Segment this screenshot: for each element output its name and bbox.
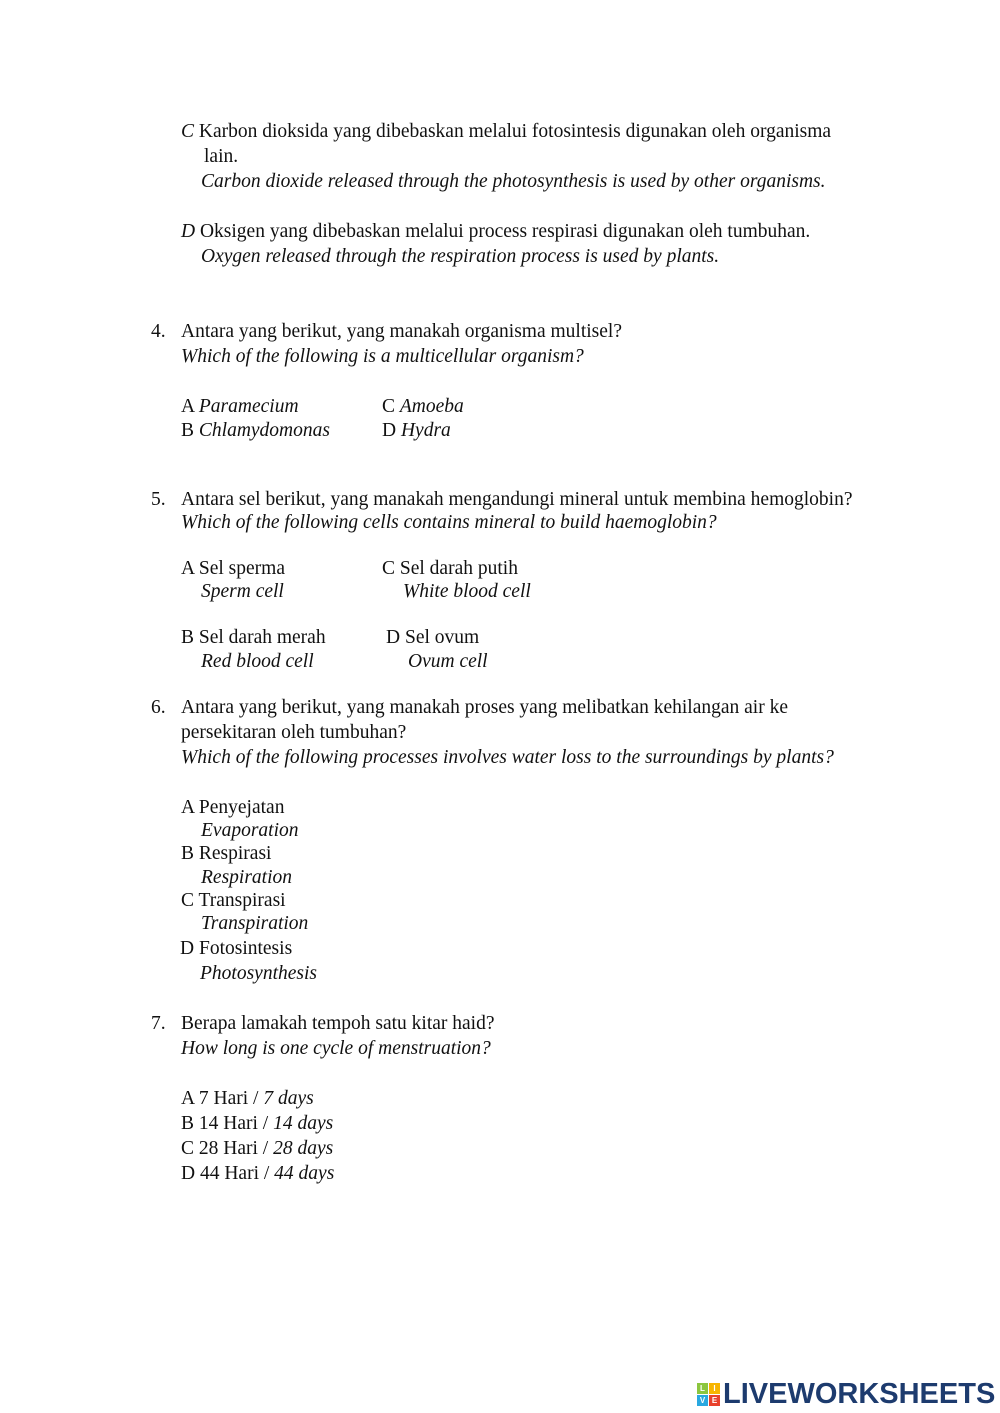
option-letter: C xyxy=(382,396,396,417)
option-translation: 44 days xyxy=(274,1163,335,1184)
question-number: 5. xyxy=(151,489,166,510)
q3-option-c-en xyxy=(201,170,826,194)
option-translation: Ovum cell xyxy=(408,651,488,672)
option-text: Penyejatan xyxy=(198,797,285,818)
option-letter: C xyxy=(181,121,195,142)
question-text-ms: Antara sel berikut, yang manakah mengandungi mineral untuk membina hemoglobin? xyxy=(181,489,853,510)
question-number: 7. xyxy=(151,1013,166,1034)
question-text-ms-line1: Antara yang berikut, yang manakah proses yang melibatkan kehilangan air ke xyxy=(181,697,788,718)
option-text: 44 Hari / xyxy=(199,1163,270,1184)
option-d[interactable] xyxy=(382,419,451,443)
question-text-ms: Antara yang berikut, yang manakah organisma multisel? xyxy=(181,321,622,342)
option-letter: D xyxy=(382,420,397,441)
option-letter: C xyxy=(382,558,396,579)
option-c[interactable] xyxy=(382,557,518,581)
option-b[interactable] xyxy=(181,419,330,443)
option-letter: A xyxy=(181,1088,195,1109)
question-text-en xyxy=(181,1037,491,1061)
question-text-en xyxy=(181,345,584,369)
option-letter: A xyxy=(181,797,195,818)
option-a-en xyxy=(201,580,284,604)
option-letter: B xyxy=(181,843,195,864)
option-b-en xyxy=(201,866,292,890)
option-letter: B xyxy=(181,420,195,441)
option-text: Sel sperma xyxy=(198,558,285,579)
logo-tiles-icon xyxy=(697,1383,720,1406)
option-a[interactable] xyxy=(181,1087,314,1111)
option-translation: Carbon dioxide released through the photosynthesis is used by other organisms. xyxy=(201,171,826,192)
question-text-en xyxy=(181,511,717,535)
option-d-en xyxy=(408,650,488,674)
logo-tile: V xyxy=(697,1395,708,1406)
option-c[interactable] xyxy=(382,395,464,419)
option-a-en xyxy=(201,819,299,843)
option-letter: D xyxy=(181,221,196,242)
option-text: Paramecium xyxy=(198,396,299,417)
logo-text: LIVEWORKSHEETS xyxy=(723,1378,996,1410)
question-text-ms: Berapa lamakah tempoh satu kitar haid? xyxy=(181,1013,495,1034)
option-translation: Evaporation xyxy=(201,820,299,841)
question-number: 4. xyxy=(151,321,166,342)
logo-tile: L xyxy=(697,1383,708,1394)
question-en: Which of the following is a multicellular organism? xyxy=(181,346,584,367)
option-text: Karbon dioksida yang dibebaskan melalui fotosintesis digunakan oleh organisma xyxy=(198,121,832,142)
option-translation: White blood cell xyxy=(403,581,531,602)
question-text-ms-line2: persekitaran oleh tumbuhan? xyxy=(181,722,407,743)
option-letter: B xyxy=(181,627,195,648)
option-b[interactable] xyxy=(181,1112,333,1136)
option-text: 7 Hari / xyxy=(198,1088,259,1109)
option-text: Oksigen yang dibebaskan melalui process respirasi digunakan oleh tumbuhan. xyxy=(199,221,811,242)
option-text: Hydra xyxy=(400,420,451,441)
option-d[interactable] xyxy=(180,937,292,961)
option-text: 14 Hari / xyxy=(198,1113,269,1134)
option-b[interactable] xyxy=(181,626,326,650)
option-translation: Photosynthesis xyxy=(200,963,317,984)
option-d-en xyxy=(200,962,317,986)
option-c[interactable] xyxy=(181,889,286,913)
option-text: Sel darah merah xyxy=(198,627,326,648)
option-d[interactable] xyxy=(386,626,479,650)
option-translation: Oxygen released through the respiration process is used by plants. xyxy=(201,246,720,267)
option-letter: A xyxy=(181,558,195,579)
option-text: Fotosintesis xyxy=(198,938,293,959)
option-letter: C xyxy=(181,1138,195,1159)
q3-option-c-ms-line1 xyxy=(181,120,831,144)
option-translation: Sperm cell xyxy=(201,581,284,602)
question-en: Which of the following cells contains mineral to build haemoglobin? xyxy=(181,512,717,533)
option-a[interactable] xyxy=(181,395,299,419)
option-c-en xyxy=(403,580,531,604)
option-text: Transpirasi xyxy=(198,890,286,911)
option-a[interactable] xyxy=(181,796,284,820)
question-text-en xyxy=(181,746,834,770)
option-letter: A xyxy=(181,396,195,417)
option-c-en xyxy=(201,912,308,936)
option-text: Amoeba xyxy=(399,396,464,417)
option-d[interactable] xyxy=(181,1162,334,1186)
option-translation: Respiration xyxy=(201,867,292,888)
option-text: Chlamydomonas xyxy=(198,420,330,441)
option-c[interactable] xyxy=(181,1137,333,1161)
question-en: Which of the following processes involves water loss to the surroundings by plants? xyxy=(181,747,834,768)
option-letter: C xyxy=(181,890,195,911)
option-letter: D xyxy=(181,1163,196,1184)
option-a[interactable] xyxy=(181,557,285,581)
question-en: How long is one cycle of menstruation? xyxy=(181,1038,491,1059)
option-letter: D xyxy=(180,938,195,959)
q3-option-c-ms-line2: lain. xyxy=(204,146,239,167)
option-translation: Transpiration xyxy=(201,913,309,934)
option-translation: Red blood cell xyxy=(201,651,314,672)
option-letter: B xyxy=(181,1113,195,1134)
q3-option-d-en xyxy=(201,245,719,269)
option-translation: 7 days xyxy=(263,1088,314,1109)
option-letter: D xyxy=(386,627,401,648)
q3-option-d-ms xyxy=(181,220,810,244)
option-text: Sel darah putih xyxy=(399,558,518,579)
option-translation: 28 days xyxy=(273,1138,334,1159)
logo-tile: E xyxy=(709,1395,720,1406)
option-b[interactable] xyxy=(181,842,271,866)
option-translation: 14 days xyxy=(273,1113,334,1134)
logo-tile: I xyxy=(709,1383,720,1394)
option-b-en xyxy=(201,650,314,674)
question-number: 6. xyxy=(151,697,166,718)
option-text: Respirasi xyxy=(198,843,272,864)
option-text: Sel ovum xyxy=(404,627,480,648)
liveworksheets-logo xyxy=(697,1378,995,1411)
option-text: 28 Hari / xyxy=(198,1138,269,1159)
